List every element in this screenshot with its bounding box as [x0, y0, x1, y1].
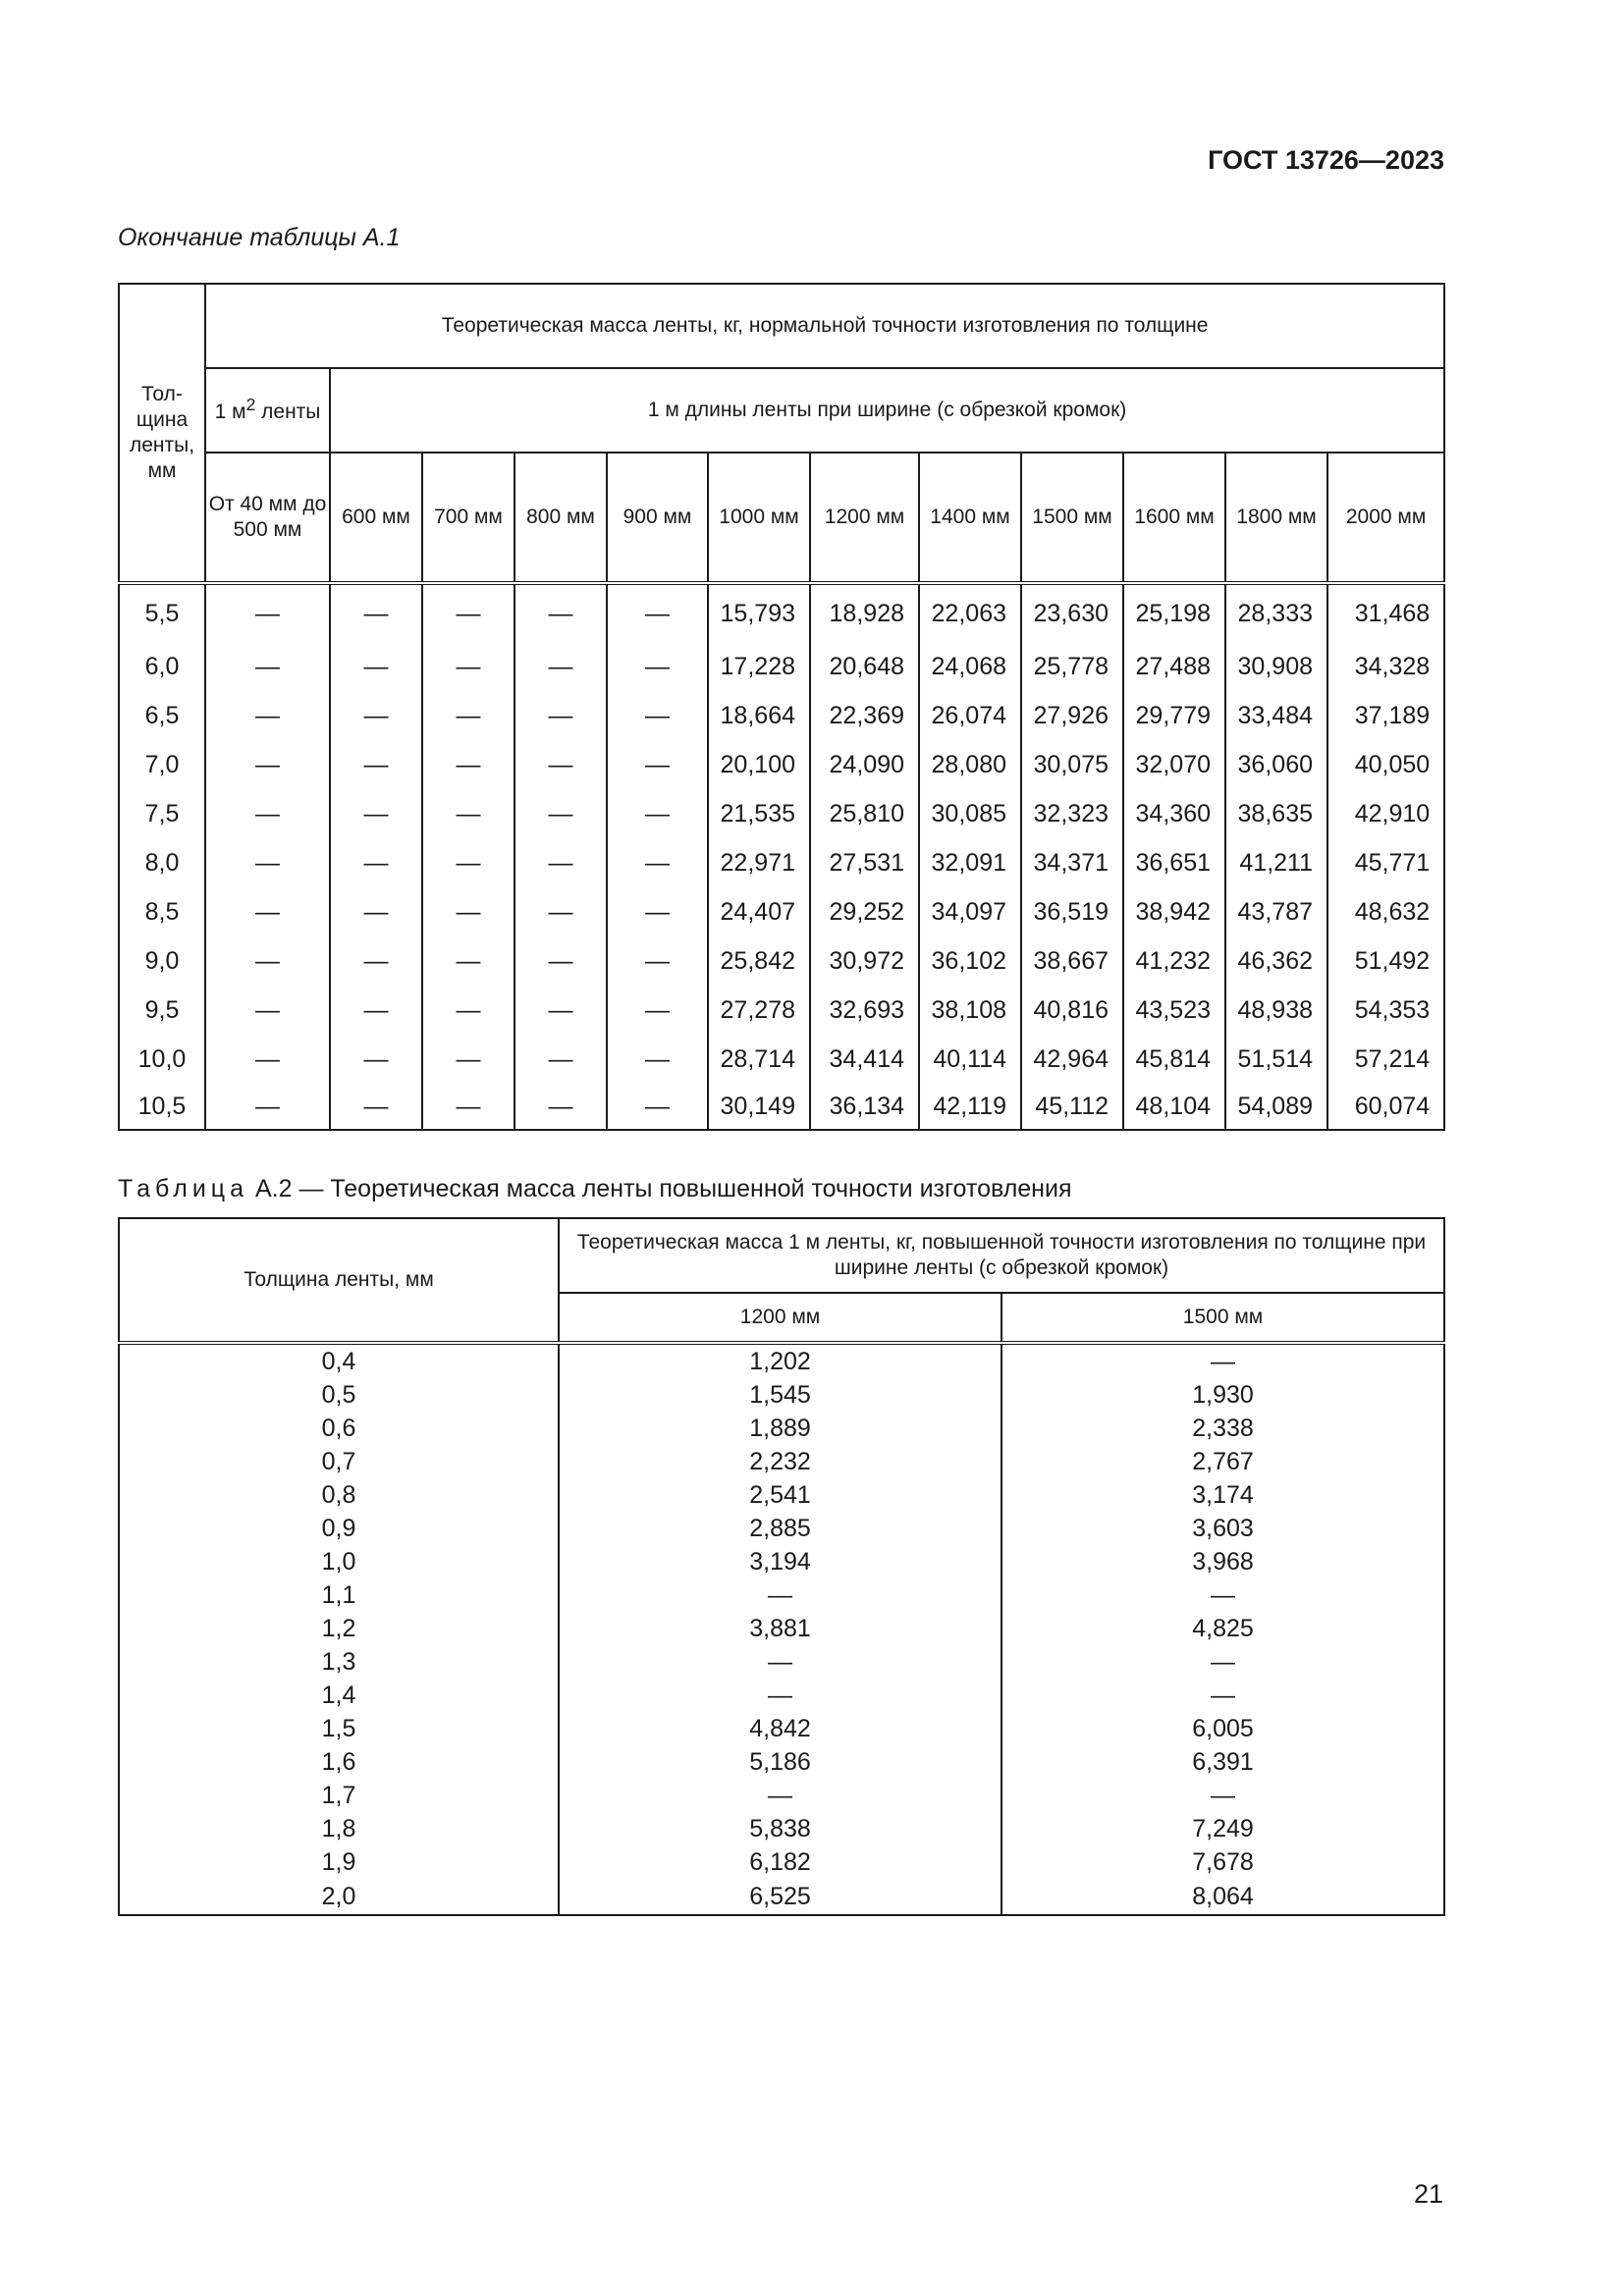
- mass-cell: —: [422, 887, 514, 936]
- mass-cell: —: [514, 838, 607, 887]
- mass-cell: 40,050: [1327, 740, 1444, 789]
- mass-cell: 2,767: [1001, 1445, 1444, 1478]
- mass-cell: 32,693: [810, 986, 919, 1035]
- mass-cell: 1,930: [1001, 1378, 1444, 1412]
- mass-cell: 3,603: [1001, 1512, 1444, 1545]
- thickness-cell: 7,0: [119, 740, 205, 789]
- t2-width-header: 1500 мм: [1001, 1293, 1444, 1343]
- mass-cell: 3,194: [559, 1545, 1001, 1578]
- mass-cell: 51,514: [1225, 1035, 1327, 1084]
- mass-cell: 36,102: [919, 936, 1021, 986]
- mass-cell: —: [559, 1779, 1001, 1812]
- mass-cell: 2,338: [1001, 1412, 1444, 1445]
- mass-cell: 18,928: [810, 583, 919, 642]
- thickness-cell: 1,6: [119, 1745, 559, 1779]
- mass-cell: —: [1001, 1779, 1444, 1812]
- mass-cell: —: [330, 583, 422, 642]
- width-header: 1000 мм: [708, 453, 810, 583]
- thickness-cell: 1,2: [119, 1612, 559, 1645]
- mass-cell: 21,535: [708, 789, 810, 838]
- thickness-cell: 0,7: [119, 1445, 559, 1478]
- mass-cell: 15,793: [708, 583, 810, 642]
- mass-cell: 25,778: [1021, 642, 1123, 691]
- mass-cell: —: [205, 838, 330, 887]
- table-row: [119, 1879, 1444, 1915]
- length-header: 1 м длины ленты при ширине (с обрезкой кромок): [330, 368, 1444, 453]
- mass-cell: —: [514, 789, 607, 838]
- mass-cell: —: [422, 583, 514, 642]
- mass-cell: 36,060: [1225, 740, 1327, 789]
- mass-cell: 48,632: [1327, 887, 1444, 936]
- mass-cell: —: [514, 936, 607, 986]
- width-header: 900 мм: [607, 453, 708, 583]
- table-row: [119, 1084, 1444, 1130]
- mass-cell: —: [1001, 1343, 1444, 1378]
- mass-cell: —: [422, 789, 514, 838]
- mass-cell: —: [514, 583, 607, 642]
- mass-cell: 7,249: [1001, 1812, 1444, 1845]
- mass-cell: —: [330, 1035, 422, 1084]
- mass-cell: 51,492: [1327, 936, 1444, 986]
- mass-cell: 18,664: [708, 691, 810, 740]
- mass-cell: 36,134: [810, 1084, 919, 1130]
- thickness-cell: 8,5: [119, 887, 205, 936]
- mass-cell: —: [559, 1679, 1001, 1712]
- mass-cell: 4,842: [559, 1712, 1001, 1745]
- mass-cell: 54,089: [1225, 1084, 1327, 1130]
- mass-cell: —: [330, 691, 422, 740]
- mass-cell: 34,414: [810, 1035, 919, 1084]
- table-row: [119, 1035, 1444, 1084]
- mass-cell: 17,228: [708, 642, 810, 691]
- mass-cell: 23,630: [1021, 583, 1123, 642]
- mass-cell: 28,080: [919, 740, 1021, 789]
- table-row: [119, 1745, 1444, 1779]
- mass-cell: 7,678: [1001, 1845, 1444, 1879]
- mass-cell: 30,085: [919, 789, 1021, 838]
- mass-cell: —: [607, 740, 708, 789]
- t2-thickness-header: Толщина ленты, мм: [119, 1218, 559, 1343]
- mass-cell: 22,971: [708, 838, 810, 887]
- mass-cell: 20,648: [810, 642, 919, 691]
- mass-cell: 3,881: [559, 1612, 1001, 1645]
- mass-cell: —: [330, 838, 422, 887]
- mass-cell: 38,635: [1225, 789, 1327, 838]
- mass-cell: —: [514, 887, 607, 936]
- mass-cell: 24,090: [810, 740, 919, 789]
- mass-cell: 4,825: [1001, 1612, 1444, 1645]
- table-row: [119, 1812, 1444, 1845]
- mass-cell: 60,074: [1327, 1084, 1444, 1130]
- thickness-header: Тол-щина ленты, мм: [119, 284, 205, 583]
- mass-cell: 34,371: [1021, 838, 1123, 887]
- mass-cell: —: [205, 740, 330, 789]
- table-row: [119, 1578, 1444, 1612]
- mass-cell: —: [514, 642, 607, 691]
- mass-cell: 1,889: [559, 1412, 1001, 1445]
- mass-cell: 6,182: [559, 1845, 1001, 1879]
- mass-cell: 26,074: [919, 691, 1021, 740]
- thickness-cell: 0,8: [119, 1478, 559, 1512]
- mass-cell: 41,232: [1123, 936, 1225, 986]
- mass-cell: 38,108: [919, 986, 1021, 1035]
- page-number: 21: [1413, 2179, 1443, 2209]
- mass-cell: 48,104: [1123, 1084, 1225, 1130]
- mass-cell: —: [330, 936, 422, 986]
- t2-width-header: 1200 мм: [559, 1293, 1001, 1343]
- table-row: [119, 838, 1444, 887]
- width-header: 1800 мм: [1225, 453, 1327, 583]
- mass-cell: 38,942: [1123, 887, 1225, 936]
- table-row: [119, 1512, 1444, 1545]
- mass-cell: —: [205, 789, 330, 838]
- mass-cell: —: [422, 986, 514, 1035]
- mass-cell: 36,651: [1123, 838, 1225, 887]
- table-row: [119, 1545, 1444, 1578]
- mass-cell: 2,232: [559, 1445, 1001, 1478]
- thickness-cell: 1,7: [119, 1779, 559, 1812]
- mass-cell: 34,360: [1123, 789, 1225, 838]
- mass-cell: 28,333: [1225, 583, 1327, 642]
- mass-cell: 34,097: [919, 887, 1021, 936]
- mass-cell: —: [514, 1084, 607, 1130]
- mass-cell: 27,926: [1021, 691, 1123, 740]
- mass-cell: —: [1001, 1679, 1444, 1712]
- mass-cell: 6,005: [1001, 1712, 1444, 1745]
- mass-cell: —: [514, 691, 607, 740]
- width-header: 1400 мм: [919, 453, 1021, 583]
- thickness-cell: 5,5: [119, 583, 205, 642]
- thickness-cell: 0,9: [119, 1512, 559, 1545]
- mass-cell: 5,186: [559, 1745, 1001, 1779]
- table-row: [119, 789, 1444, 838]
- mass-cell: —: [607, 838, 708, 887]
- mass-cell: —: [514, 740, 607, 789]
- mass-cell: 54,353: [1327, 986, 1444, 1035]
- mass-cell: —: [514, 986, 607, 1035]
- mass-cell: 1,545: [559, 1378, 1001, 1412]
- table-row: [119, 1412, 1444, 1445]
- mass-cell: —: [422, 838, 514, 887]
- mass-cell: —: [559, 1578, 1001, 1612]
- table-row: [119, 1612, 1444, 1645]
- mass-cell: 30,972: [810, 936, 919, 986]
- table-row: [119, 691, 1444, 740]
- mass-cell: —: [205, 691, 330, 740]
- mass-cell: 27,488: [1123, 642, 1225, 691]
- table-row: [119, 1845, 1444, 1879]
- mass-cell: 48,938: [1225, 986, 1327, 1035]
- mass-cell: 40,816: [1021, 986, 1123, 1035]
- thickness-cell: 10,0: [119, 1035, 205, 1084]
- table-row: [119, 642, 1444, 691]
- width-header: 800 мм: [514, 453, 607, 583]
- mass-cell: —: [205, 887, 330, 936]
- table-row: [119, 1343, 1444, 1378]
- mass-cell: 45,771: [1327, 838, 1444, 887]
- mass-cell: —: [607, 583, 708, 642]
- table-row: [119, 936, 1444, 986]
- document-code: ГОСТ 13726—2023: [1208, 145, 1444, 175]
- width-header: 1500 мм: [1021, 453, 1123, 583]
- mass-cell: 25,810: [810, 789, 919, 838]
- sqm-header: 1 $м^2$ ленты: [205, 368, 330, 453]
- thickness-cell: 6,5: [119, 691, 205, 740]
- mass-cell: 20,100: [708, 740, 810, 789]
- mass-cell: —: [559, 1645, 1001, 1679]
- thickness-cell: 8,0: [119, 838, 205, 887]
- mass-cell: —: [330, 789, 422, 838]
- mass-cell: 30,908: [1225, 642, 1327, 691]
- mass-cell: —: [422, 691, 514, 740]
- mass-cell: 33,484: [1225, 691, 1327, 740]
- table-a1: [118, 283, 1445, 1131]
- table-row: [119, 583, 1444, 642]
- table-a2: [118, 1217, 1445, 1916]
- mass-cell: —: [607, 642, 708, 691]
- mass-cell: 27,531: [810, 838, 919, 887]
- mass-cell: —: [205, 583, 330, 642]
- mass-cell: —: [607, 887, 708, 936]
- thickness-cell: 1,0: [119, 1545, 559, 1578]
- mass-cell: 3,174: [1001, 1478, 1444, 1512]
- mass-cell: —: [607, 1084, 708, 1130]
- table-row: [119, 1445, 1444, 1478]
- t2-mass-header: Теоретическая масса 1 м ленты, кг, повышенной точности изготовления по толщине при ширине ленты (с обрезкой кромок): [559, 1218, 1444, 1293]
- mass-cell: —: [205, 986, 330, 1035]
- thickness-cell: 1,1: [119, 1578, 559, 1612]
- mass-cell: 32,070: [1123, 740, 1225, 789]
- mass-cell: 36,519: [1021, 887, 1123, 936]
- thickness-cell: 1,3: [119, 1645, 559, 1679]
- width-header: 1600 мм: [1123, 453, 1225, 583]
- width-header: 700 мм: [422, 453, 514, 583]
- thickness-cell: 6,0: [119, 642, 205, 691]
- thickness-cell: 1,4: [119, 1679, 559, 1712]
- mass-cell: 43,787: [1225, 887, 1327, 936]
- mass-cell: 42,910: [1327, 789, 1444, 838]
- table-row: [119, 1779, 1444, 1812]
- mass-cell: 45,112: [1021, 1084, 1123, 1130]
- mass-cell: 41,211: [1225, 838, 1327, 887]
- mass-cell: 30,149: [708, 1084, 810, 1130]
- mass-cell: —: [422, 740, 514, 789]
- mass-cell: 43,523: [1123, 986, 1225, 1035]
- mass-cell: 24,407: [708, 887, 810, 936]
- thickness-cell: 0,5: [119, 1378, 559, 1412]
- table-row: [119, 887, 1444, 936]
- mass-cell: —: [330, 642, 422, 691]
- width-header: 600 мм: [330, 453, 422, 583]
- mass-cell: 42,119: [919, 1084, 1021, 1130]
- mass-cell: —: [330, 740, 422, 789]
- mass-cell: —: [205, 1035, 330, 1084]
- mass-cell: 46,362: [1225, 936, 1327, 986]
- mass-cell: 2,541: [559, 1478, 1001, 1512]
- mass-cell: —: [330, 986, 422, 1035]
- mass-cell: 29,779: [1123, 691, 1225, 740]
- thickness-cell: 1,9: [119, 1845, 559, 1879]
- mass-cell: 31,468: [1327, 583, 1444, 642]
- sqm-range-header: От 40 мм до 500 мм: [205, 453, 330, 583]
- table-row: [119, 740, 1444, 789]
- mass-cell: 40,114: [919, 1035, 1021, 1084]
- mass-cell: —: [205, 936, 330, 986]
- thickness-cell: 9,0: [119, 936, 205, 986]
- mass-cell: 38,667: [1021, 936, 1123, 986]
- mass-cell: 3,968: [1001, 1545, 1444, 1578]
- mass-cell: 45,814: [1123, 1035, 1225, 1084]
- mass-cell: 22,369: [810, 691, 919, 740]
- mass-cell: 1,202: [559, 1343, 1001, 1378]
- mass-cell: —: [422, 1035, 514, 1084]
- mass-cell: —: [607, 789, 708, 838]
- table-row: [119, 1712, 1444, 1745]
- mass-cell: —: [205, 1084, 330, 1130]
- mass-cell: 25,842: [708, 936, 810, 986]
- mass-cell: —: [330, 1084, 422, 1130]
- mass-cell: 2,885: [559, 1512, 1001, 1545]
- thickness-cell: 0,6: [119, 1412, 559, 1445]
- mass-cell: —: [330, 887, 422, 936]
- mass-cell: 42,964: [1021, 1035, 1123, 1084]
- mass-cell: 5,838: [559, 1812, 1001, 1845]
- mass-cell: 24,068: [919, 642, 1021, 691]
- mass-cell: 8,064: [1001, 1879, 1444, 1915]
- mass-cell: 27,278: [708, 986, 810, 1035]
- table-row: [119, 1378, 1444, 1412]
- mass-cell: 32,091: [919, 838, 1021, 887]
- mass-cell: —: [607, 936, 708, 986]
- mass-cell: 22,063: [919, 583, 1021, 642]
- mass-header: Теоретическая масса ленты, кг, нормальной точности изготовления по толщине: [205, 284, 1444, 368]
- thickness-cell: 1,5: [119, 1712, 559, 1745]
- width-header: 1200 мм: [810, 453, 919, 583]
- mass-cell: 57,214: [1327, 1035, 1444, 1084]
- mass-cell: —: [607, 1035, 708, 1084]
- mass-cell: —: [205, 642, 330, 691]
- mass-cell: —: [1001, 1645, 1444, 1679]
- mass-cell: —: [514, 1035, 607, 1084]
- mass-cell: 30,075: [1021, 740, 1123, 789]
- mass-cell: —: [422, 642, 514, 691]
- table1-caption: Окончание таблицы А.1: [118, 224, 401, 251]
- mass-cell: 25,198: [1123, 583, 1225, 642]
- mass-cell: 34,328: [1327, 642, 1444, 691]
- mass-cell: —: [607, 986, 708, 1035]
- thickness-cell: 2,0: [119, 1879, 559, 1915]
- thickness-cell: 10,5: [119, 1084, 205, 1130]
- table-row: [119, 1478, 1444, 1512]
- mass-cell: 37,189: [1327, 691, 1444, 740]
- thickness-cell: 1,8: [119, 1812, 559, 1845]
- mass-cell: —: [422, 1084, 514, 1130]
- mass-cell: 6,391: [1001, 1745, 1444, 1779]
- table2-caption: Таблица А.2 — Теоретическая масса ленты повышенной точности изготовления: [118, 1175, 1072, 1202]
- table-row: [119, 1679, 1444, 1712]
- table-row: [119, 986, 1444, 1035]
- thickness-cell: 9,5: [119, 986, 205, 1035]
- mass-cell: —: [1001, 1578, 1444, 1612]
- mass-cell: 32,323: [1021, 789, 1123, 838]
- mass-cell: —: [422, 936, 514, 986]
- mass-cell: 6,525: [559, 1879, 1001, 1915]
- table-row: [119, 1645, 1444, 1679]
- thickness-cell: 0,4: [119, 1343, 559, 1378]
- mass-cell: 29,252: [810, 887, 919, 936]
- mass-cell: —: [607, 691, 708, 740]
- width-header: 2000 мм: [1327, 453, 1444, 583]
- thickness-cell: 7,5: [119, 789, 205, 838]
- mass-cell: 28,714: [708, 1035, 810, 1084]
